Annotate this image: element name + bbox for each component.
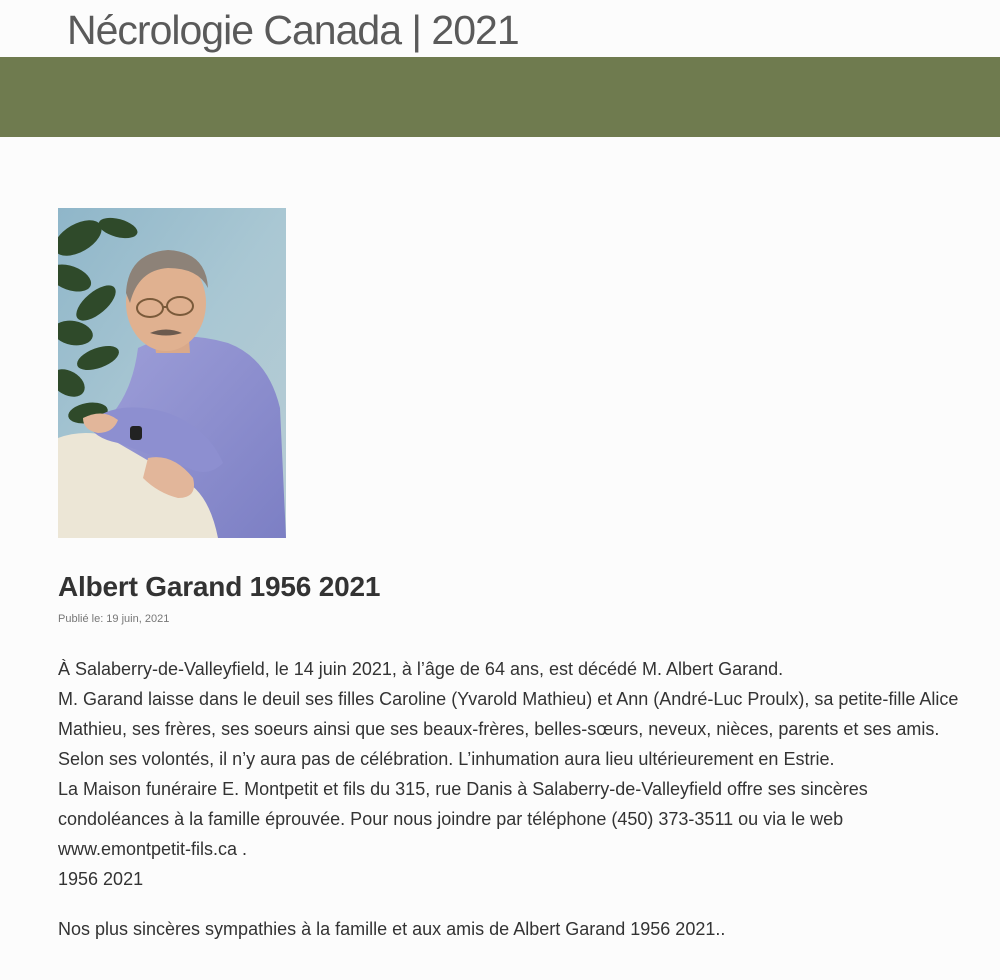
body-paragraph: 1956 2021 [58, 869, 144, 889]
body-paragraph: La Maison funéraire E. Montpetit et fils du 315, rue Danis à Salaberry-de-Valleyfield offre ses sincères condoléances à la famille éprouvée. Pour nous joindre par téléphone (450) 373-3511 ou via le web www.emontpetit-fils.ca . [58, 779, 868, 859]
sympathy-message: Nos plus sincères sympathies à la famille et aux amis de Albert Garand 1956 2021.. [58, 919, 726, 939]
body-paragraph: M. Garand laisse dans le deuil ses filles Caroline (Yvarold Mathieu) et Ann (André-Luc Proulx), sa petite-fille Alice Mathieu, ses frères, ses soeurs ainsi que ses beaux-frères, belles-sœurs, neveux, nièces, parents et ses amis. [58, 689, 959, 739]
header-band [0, 57, 1000, 137]
post-title: Albert Garand 1956 2021 [58, 571, 381, 602]
obituary-body [58, 654, 978, 894]
portrait-photo [58, 208, 286, 538]
body-paragraph: Selon ses volontés, il n’y aura pas de célébration. L’inhumation aura lieu ultérieurement en Estrie. [58, 749, 835, 769]
body-paragraph: À Salaberry-de-Valleyfield, le 14 juin 2021, à l’âge de 64 ans, est décédé M. Albert Garand. [58, 659, 784, 679]
site-title[interactable]: Nécrologie Canada | 2021 [67, 7, 519, 53]
site-header [0, 0, 1000, 57]
main-content [58, 208, 978, 944]
publish-date: Publié le: 19 juin, 2021 [58, 613, 170, 625]
